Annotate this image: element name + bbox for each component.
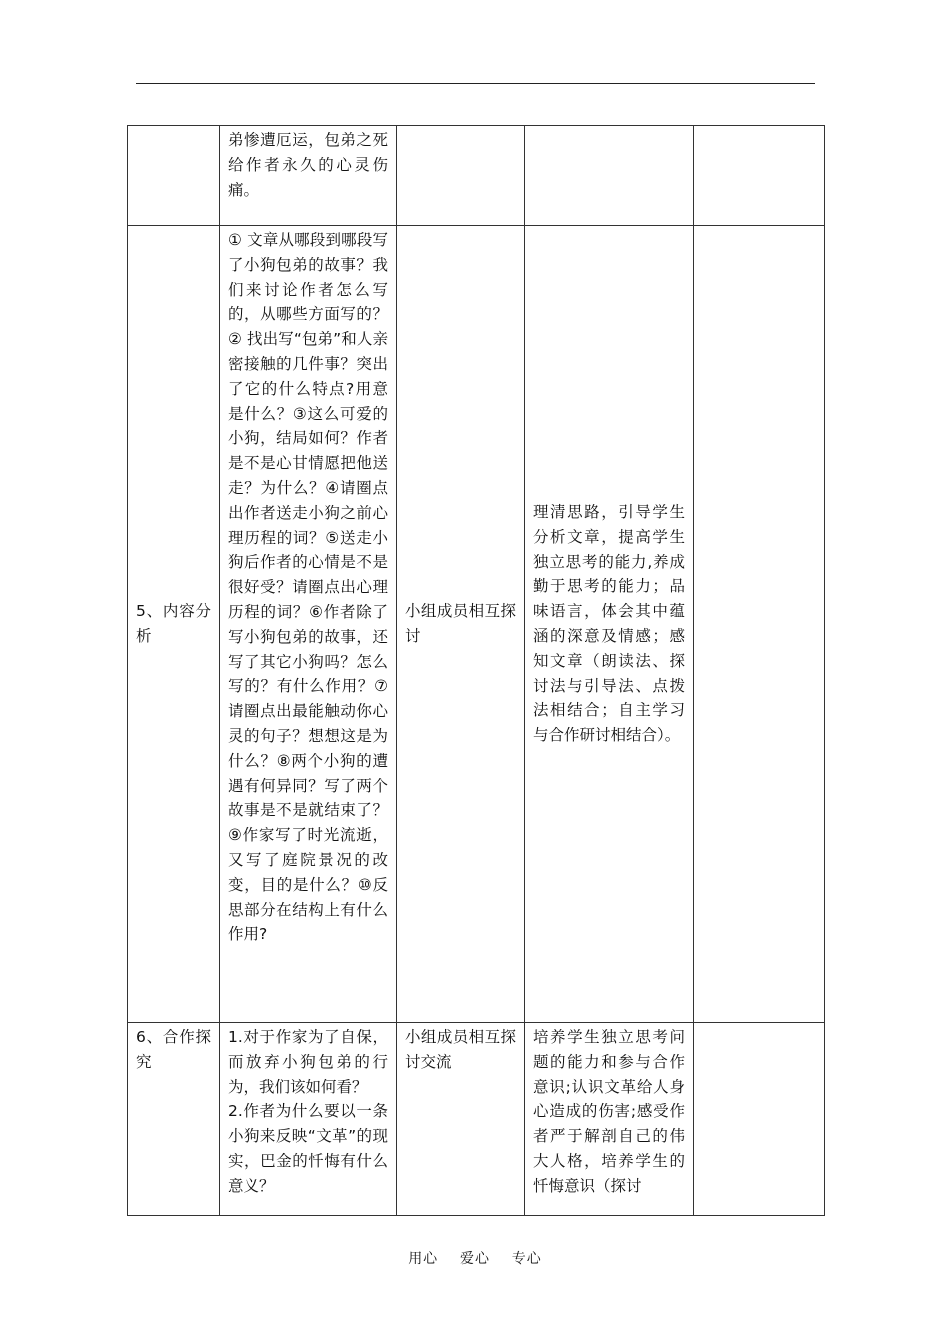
table-row: [128, 226, 825, 1023]
lesson-plan-table: [127, 125, 825, 1216]
intent-cell: 培养学生独立思考问题的能力和参与合作意识;认识文革给人身心造成的伤害;感受作者严于解剖自己的伟大人格，培养学生的忏悔意识（探讨: [525, 1023, 694, 1216]
table-row: [128, 1023, 825, 1216]
stage-cell: 5、内容分析: [128, 226, 220, 1023]
page-footer: 用心 爱心 专心: [408, 1251, 542, 1267]
stage-cell: 6、合作探究: [128, 1023, 220, 1216]
student-activity-cell: [397, 126, 525, 226]
header-rule: [136, 83, 815, 84]
intent-cell: [525, 126, 694, 226]
stage-cell: [128, 126, 220, 226]
table-row: [128, 126, 825, 226]
note-cell: [694, 226, 825, 1023]
intent-cell: 理清思路，引导学生分析文章，提高学生独立思考的能力,养成勤于思考的能力；品味语言，体会其中蕴涵的深意及情感；感知文章（朗读法、探讨法与引导法、点拨法相结合；自主学习与合作研讨相结合）。: [525, 226, 694, 1023]
content-cell: 1.对于作家为了自保，而放弃小狗包弟的行为，我们该如何看？ 2.作者为什么要以一条小狗来反映“文革”的现实，巴金的忏悔有什么意义？: [220, 1023, 397, 1216]
note-cell: [694, 1023, 825, 1216]
student-activity-cell: 小组成员相互探讨交流: [397, 1023, 525, 1216]
note-cell: [694, 126, 825, 226]
content-cell: ① 文章从哪段到哪段写了小狗包弟的故事？我们来讨论作者怎么写的，从哪些方面写的？ ② 找出写“包弟”和人亲密接触的几件事？突出了它的什么特点?用意是什么？③这么可爱的小狗，结局如何？作者是不是心甘情愿把他送走？为什么？④请圈点出作者送走小狗之前心理历程的词？⑤送走小狗后作者的心情是不是很好受？请圈点出心理历程的词？⑥作者除了写小狗包弟的故事，还写了其它小狗吗？怎么写的？有什么作用？⑦请圈点出最能触动你心灵的句子？想想这是为什么？⑧两个小狗的遭遇有何异同？写了两个故事是不是就结束了？⑨作家写了时光流逝，又写了庭院景况的改变，目的是什么？⑩反思部分在结构上有什么作用?: [220, 226, 397, 1023]
student-activity-cell: 小组成员相互探讨: [397, 226, 525, 1023]
content-cell: 弟惨遭厄运，包弟之死给作者永久的心灵伤痛。: [220, 126, 397, 226]
